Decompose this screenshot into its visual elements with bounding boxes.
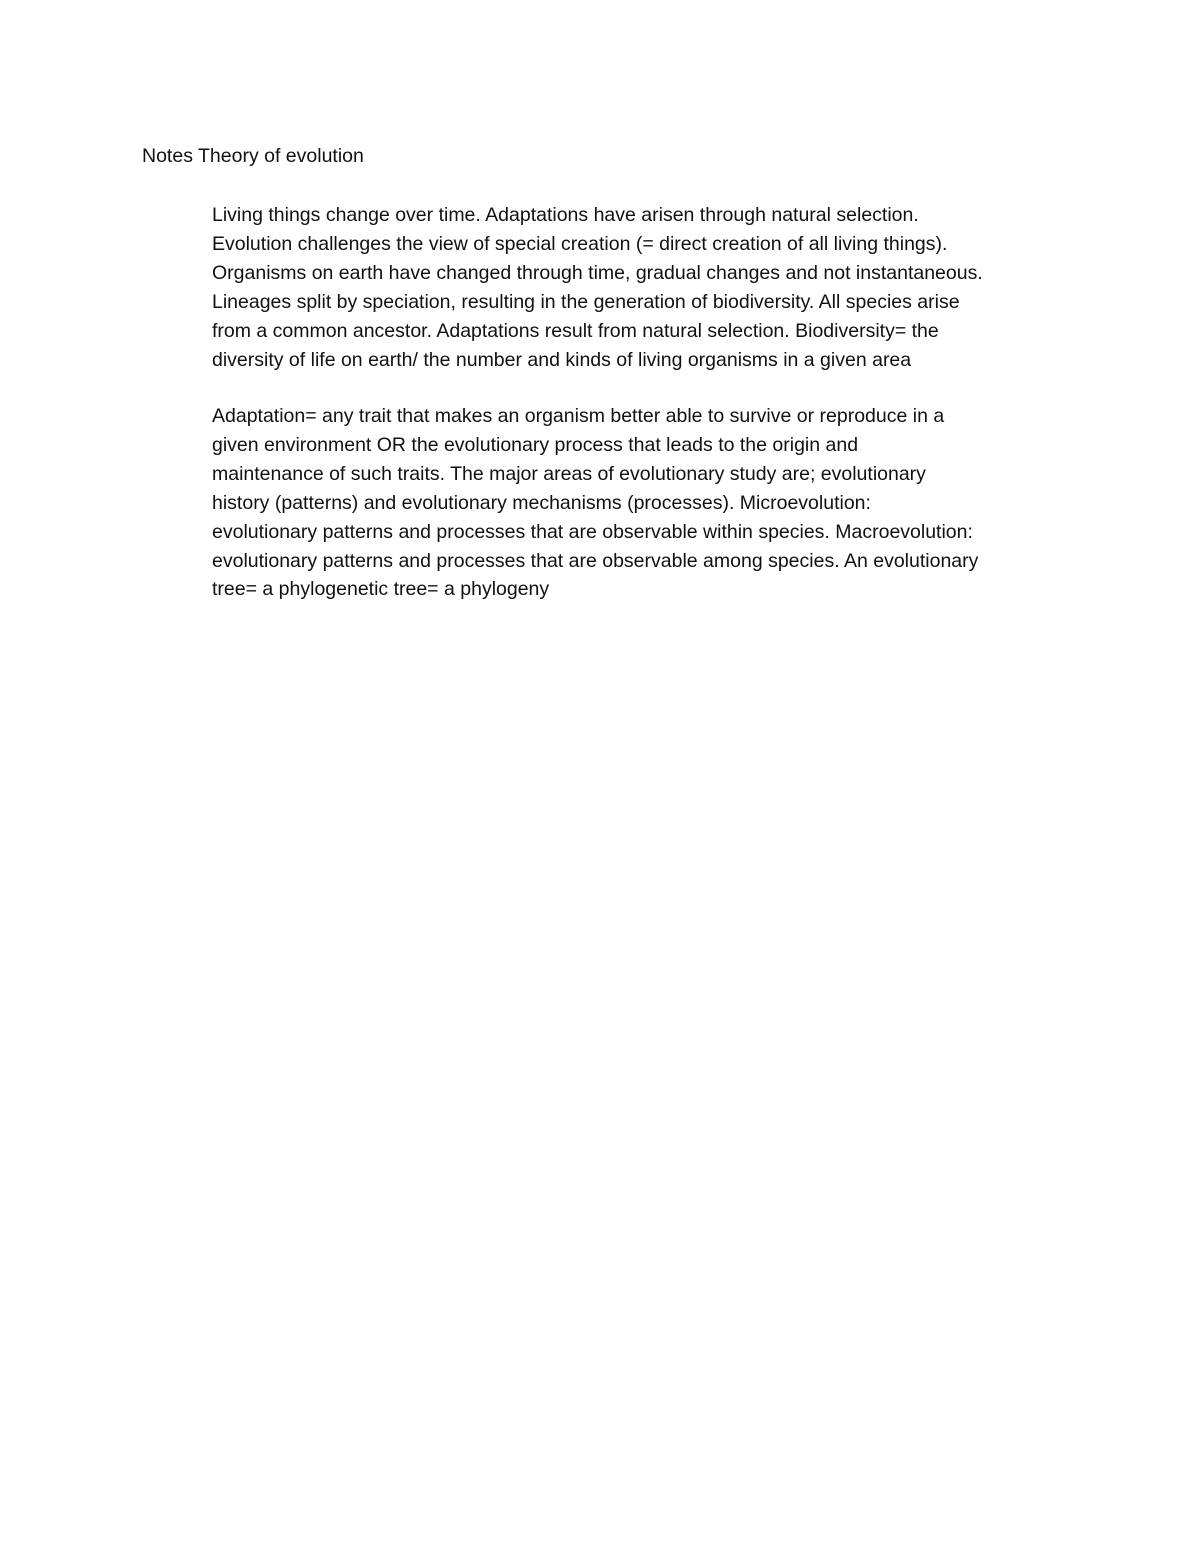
text-line: Lineages split by speciation, resulting in the generation of biodiversity. All species arise — [212, 290, 960, 313]
paragraph-evolution-overview — [212, 201, 1112, 374]
text-line: tree= a phylogenetic tree= a phylogeny — [212, 578, 550, 601]
text-line: from a common ancestor. Adaptations result from natural selection. Biodiversity= the — [212, 319, 939, 342]
text-line: diversity of life on earth/ the number and kinds of living organisms in a given area — [212, 348, 912, 371]
text-line: given environment OR the evolutionary process that leads to the origin and — [212, 433, 859, 456]
paragraph-adaptation-definition — [212, 402, 1112, 604]
page-title: Notes Theory of evolution — [142, 145, 364, 167]
text-line: Adaptation= any trait that makes an organism better able to survive or reproduce in a — [212, 405, 945, 427]
text-line: Evolution challenges the view of special creation (= direct creation of all living things). — [212, 232, 948, 255]
text-line: maintenance of such traits. The major areas of evolutionary study are; evolutionary — [212, 462, 926, 485]
text-line: evolutionary patterns and processes that are observable among species. An evolutionary — [212, 549, 979, 572]
text-line: history (patterns) and evolutionary mechanisms (processes). Microevolution: — [212, 491, 871, 514]
text-line: evolutionary patterns and processes that are observable within species. Macroevolution: — [212, 520, 973, 543]
text-line: Living things change over time. Adaptations have arisen through natural selection. — [212, 204, 919, 226]
text-line: Organisms on earth have changed through time, gradual changes and not instantaneous. — [212, 261, 983, 284]
